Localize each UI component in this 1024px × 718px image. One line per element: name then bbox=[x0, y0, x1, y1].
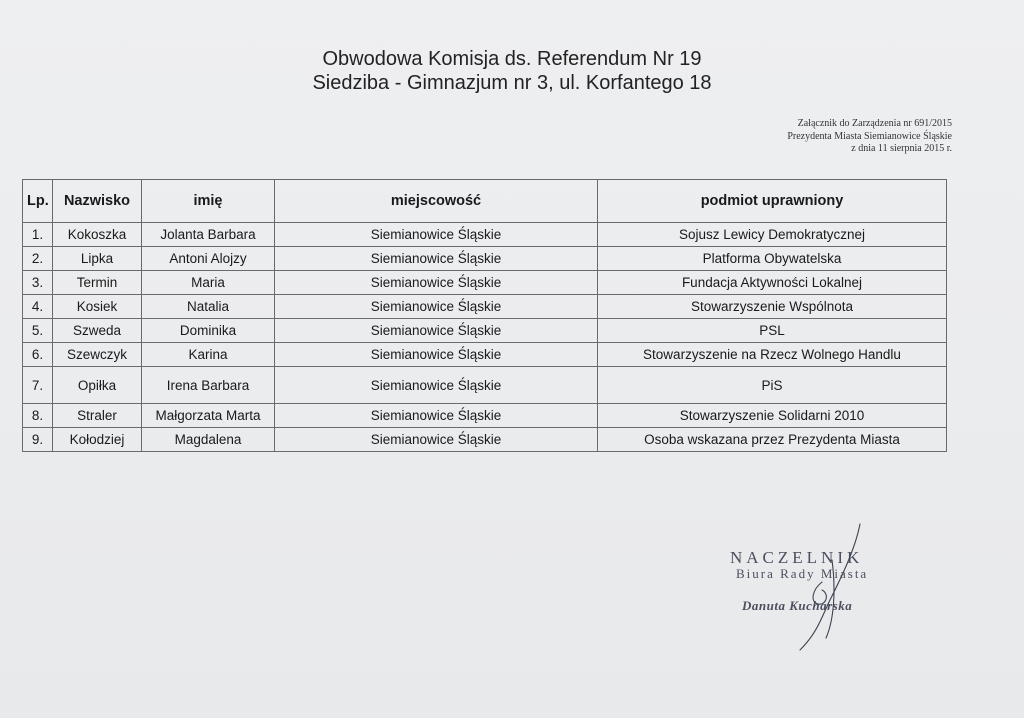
cell-miejscowosc: Siemianowice Śląskie bbox=[275, 428, 598, 452]
cell-miejscowosc: Siemianowice Śląskie bbox=[275, 271, 598, 295]
cell-podmiot: Stowarzyszenie Solidarni 2010 bbox=[598, 404, 947, 428]
cell-imie: Karina bbox=[142, 343, 275, 367]
table-row bbox=[23, 367, 947, 404]
cell-nazwisko: Szweda bbox=[53, 319, 142, 343]
cell-miejscowosc: Siemianowice Śląskie bbox=[275, 319, 598, 343]
table-row bbox=[23, 428, 947, 452]
attachment-note bbox=[652, 118, 952, 156]
document-title: Obwodowa Komisja ds. Referendum Nr 19 bbox=[322, 48, 702, 70]
handwritten-signature bbox=[760, 520, 880, 660]
cell-podmiot: Stowarzyszenie Wspólnota bbox=[598, 295, 947, 319]
cell-nazwisko: Lipka bbox=[53, 247, 142, 271]
cell-imie: Dominika bbox=[142, 319, 275, 343]
cell-miejscowosc: Siemianowice Śląskie bbox=[275, 223, 598, 247]
attachment-line: z dnia 11 sierpnia 2015 r. bbox=[851, 143, 952, 154]
cell-imie: Irena Barbara bbox=[142, 367, 275, 404]
cell-imie: Natalia bbox=[142, 295, 275, 319]
cell-podmiot: Sojusz Lewicy Demokratycznej bbox=[598, 223, 947, 247]
cell-lp: 4. bbox=[23, 295, 53, 319]
table-row bbox=[23, 343, 947, 367]
cell-nazwisko: Kokoszka bbox=[53, 223, 142, 247]
members-table bbox=[22, 179, 947, 452]
cell-podmiot: PSL bbox=[598, 319, 947, 343]
cell-lp: 9. bbox=[23, 428, 53, 452]
attachment-line: Prezydenta Miasta Siemianowice Śląskie bbox=[787, 130, 952, 142]
cell-nazwisko: Kołodziej bbox=[53, 428, 142, 452]
cell-lp: 6. bbox=[23, 343, 53, 367]
column-header-lp: Lp. bbox=[23, 180, 53, 223]
table-row bbox=[23, 295, 947, 319]
cell-podmiot: Stowarzyszenie na Rzecz Wolnego Handlu bbox=[598, 343, 947, 367]
cell-imie: Magdalena bbox=[142, 428, 275, 452]
cell-podmiot: Osoba wskazana przez Prezydenta Miasta bbox=[598, 428, 947, 452]
cell-podmiot: Platforma Obywatelska bbox=[598, 247, 947, 271]
cell-lp: 8. bbox=[23, 404, 53, 428]
cell-miejscowosc: Siemianowice Śląskie bbox=[275, 404, 598, 428]
cell-imie: Jolanta Barbara bbox=[142, 223, 275, 247]
document-subtitle: Siedziba - Gimnazjum nr 3, ul. Korfantego 18 bbox=[312, 72, 712, 94]
table-row bbox=[23, 223, 947, 247]
cell-miejscowosc: Siemianowice Śląskie bbox=[275, 343, 598, 367]
table-row bbox=[23, 247, 947, 271]
cell-imie: Antoni Alojzy bbox=[142, 247, 275, 271]
cell-lp: 7. bbox=[23, 367, 53, 404]
table-row bbox=[23, 271, 947, 295]
cell-nazwisko: Straler bbox=[53, 404, 142, 428]
cell-nazwisko: Opiłka bbox=[53, 367, 142, 404]
cell-nazwisko: Termin bbox=[53, 271, 142, 295]
cell-podmiot: Fundacja Aktywności Lokalnej bbox=[598, 271, 947, 295]
column-header-podmiot: podmiot uprawniony bbox=[598, 180, 947, 223]
cell-miejscowosc: Siemianowice Śląskie bbox=[275, 247, 598, 271]
cell-miejscowosc: Siemianowice Śląskie bbox=[275, 367, 598, 404]
stamp-title: NACZELNIK bbox=[730, 548, 864, 567]
cell-lp: 5. bbox=[23, 319, 53, 343]
cell-nazwisko: Kosiek bbox=[53, 295, 142, 319]
cell-lp: 1. bbox=[23, 223, 53, 247]
table-row bbox=[23, 319, 947, 343]
stamp-office: Biura Rady Miasta bbox=[736, 566, 869, 581]
cell-miejscowosc: Siemianowice Śląskie bbox=[275, 295, 598, 319]
cell-imie: Małgorzata Marta bbox=[142, 404, 275, 428]
table-row bbox=[23, 404, 947, 428]
cell-imie: Maria bbox=[142, 271, 275, 295]
stamp-name: Danuta Kucharska bbox=[742, 598, 853, 613]
attachment-line: Załącznik do Zarządzenia nr 691/2015 bbox=[797, 118, 952, 129]
cell-nazwisko: Szewczyk bbox=[53, 343, 142, 367]
cell-lp: 3. bbox=[23, 271, 53, 295]
column-header-nazwisko: Nazwisko bbox=[53, 180, 142, 223]
cell-lp: 2. bbox=[23, 247, 53, 271]
column-header-imie: imię bbox=[142, 180, 275, 223]
table-header-row bbox=[23, 180, 947, 223]
column-header-miejscowosc: miejscowość bbox=[275, 180, 598, 223]
cell-podmiot: PiS bbox=[598, 367, 947, 404]
